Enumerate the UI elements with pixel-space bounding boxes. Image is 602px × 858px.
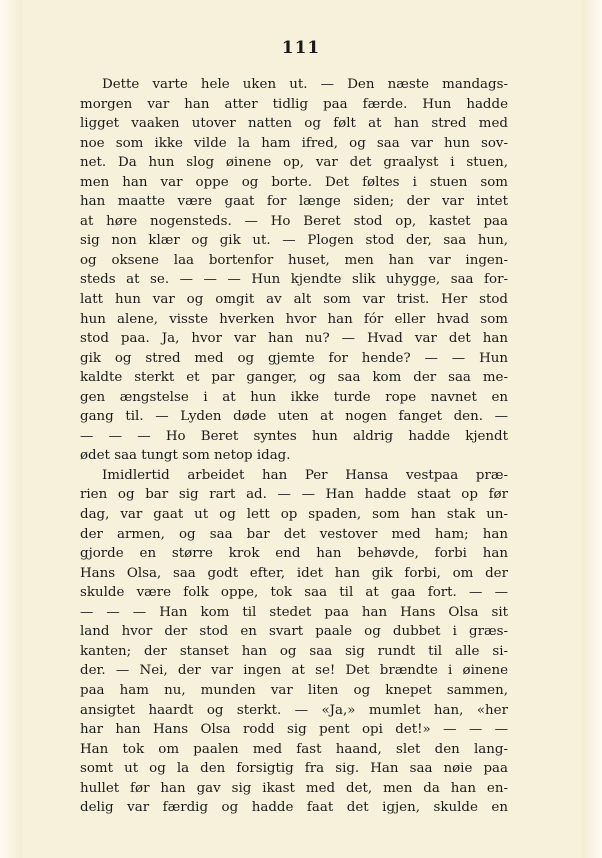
text-line: der armen, og saa bar det vestover med ham; han (80, 526, 508, 542)
text-line: har han Hans Olsa rodd sig pent opi det!» — — — (80, 722, 508, 738)
text-line: land hvor der stod en svart paale og dubbet i græs- (80, 624, 508, 640)
text-line: latt hun var og omgit av alt som var trist. Her stod (80, 292, 508, 308)
text-line: net. Da hun slog øinene op, var det graalyst i stuen, (80, 155, 508, 171)
body-text (80, 75, 508, 818)
text-line: men han var oppe og borte. Det føltes i stuen som (80, 174, 508, 190)
text-line: hullet før han gav sig ikast med det, men da han en- (80, 780, 508, 796)
text-line: paa ham nu, munden var liten og knepet sammen, (80, 682, 508, 698)
text-line: somt ut og la den forsigtig fra sig. Han saa nøie paa (80, 761, 508, 777)
text-line: dag, var gaat ut og lett op spaden, som han stak un- (80, 507, 508, 523)
text-line: ansigtet haardt og sterkt. — «Ja,» mumlet han, «her (80, 702, 508, 718)
page-number: 111 (281, 38, 321, 58)
text-line: kanten; der stanset han og saa sig rundt til alle si- (80, 643, 508, 659)
text-line: kaldte sterkt et par ganger, og saa kom der saa me- (80, 370, 508, 386)
text-line: stod paa. Ja, hvor var han nu? — Hvad var det han (80, 331, 508, 347)
text-line: hun alene, visste hverken hvor han fór eller hvad som (80, 311, 508, 327)
text-line: Han tok om paalen med fast haand, slet den lang- (80, 741, 508, 757)
text-line: Imidlertid arbeidet han Per Hansa vestpaa præ- (102, 467, 508, 483)
text-line: delig var færdig og hadde faat det igjen, skulde en (80, 800, 508, 816)
text-line: og oksene laa bortenfor huset, men han var ingen- (80, 252, 508, 268)
text-line: gen ængstelse i at hun ikke turde rope navnet en (80, 389, 508, 405)
text-line: at høre nogensteds. — Ho Beret stod op, kastet paa (80, 213, 508, 229)
text-line: morgen var han atter tidlig paa færde. Hun hadde (80, 96, 508, 112)
page-edge-left (0, 0, 22, 858)
page-edge-right (582, 0, 602, 858)
text-line: noe som ikke vilde la ham ifred, og saa var hun sov- (80, 135, 508, 151)
text-line: ødet saa tungt som netop idag. (80, 448, 291, 464)
text-line: gik og stred med og gjemte for hende? — — Hun (80, 350, 508, 366)
text-line: Dette varte hele uken ut. — Den næste mandags- (102, 77, 508, 92)
text-line: der. — Nei, der var ingen at se! Det brændte i øinene (80, 663, 508, 679)
text-line: ligget vaaken utover natten og følt at han stred med (80, 116, 508, 132)
text-line: steds at se. — — — Hun kjendte slik uhygge, saa for- (80, 272, 508, 288)
text-line: — — — Ho Beret syntes hun aldrig hadde kjendt (80, 428, 508, 444)
text-line: Hans Olsa, saa godt efter, idet han gik forbi, om der (80, 565, 508, 581)
text-line: — — — Han kom til stedet paa han Hans Olsa sit (80, 604, 508, 620)
text-line: sig non klær og gik ut. — Plogen stod der, saa hun, (80, 233, 508, 249)
text-line: skulde være folk oppe, tok saa til at gaa fort. — — (80, 585, 508, 601)
text-line: han maatte være gaat for længe siden; der var intet (80, 194, 508, 210)
text-line: rien og bar sig rart ad. — — Han hadde staat op før (80, 487, 508, 503)
text-line: gjorde en større krok end han behøvde, forbi han (80, 546, 508, 562)
text-line: gang til. — Lyden døde uten at nogen fanget den. — (80, 409, 508, 425)
